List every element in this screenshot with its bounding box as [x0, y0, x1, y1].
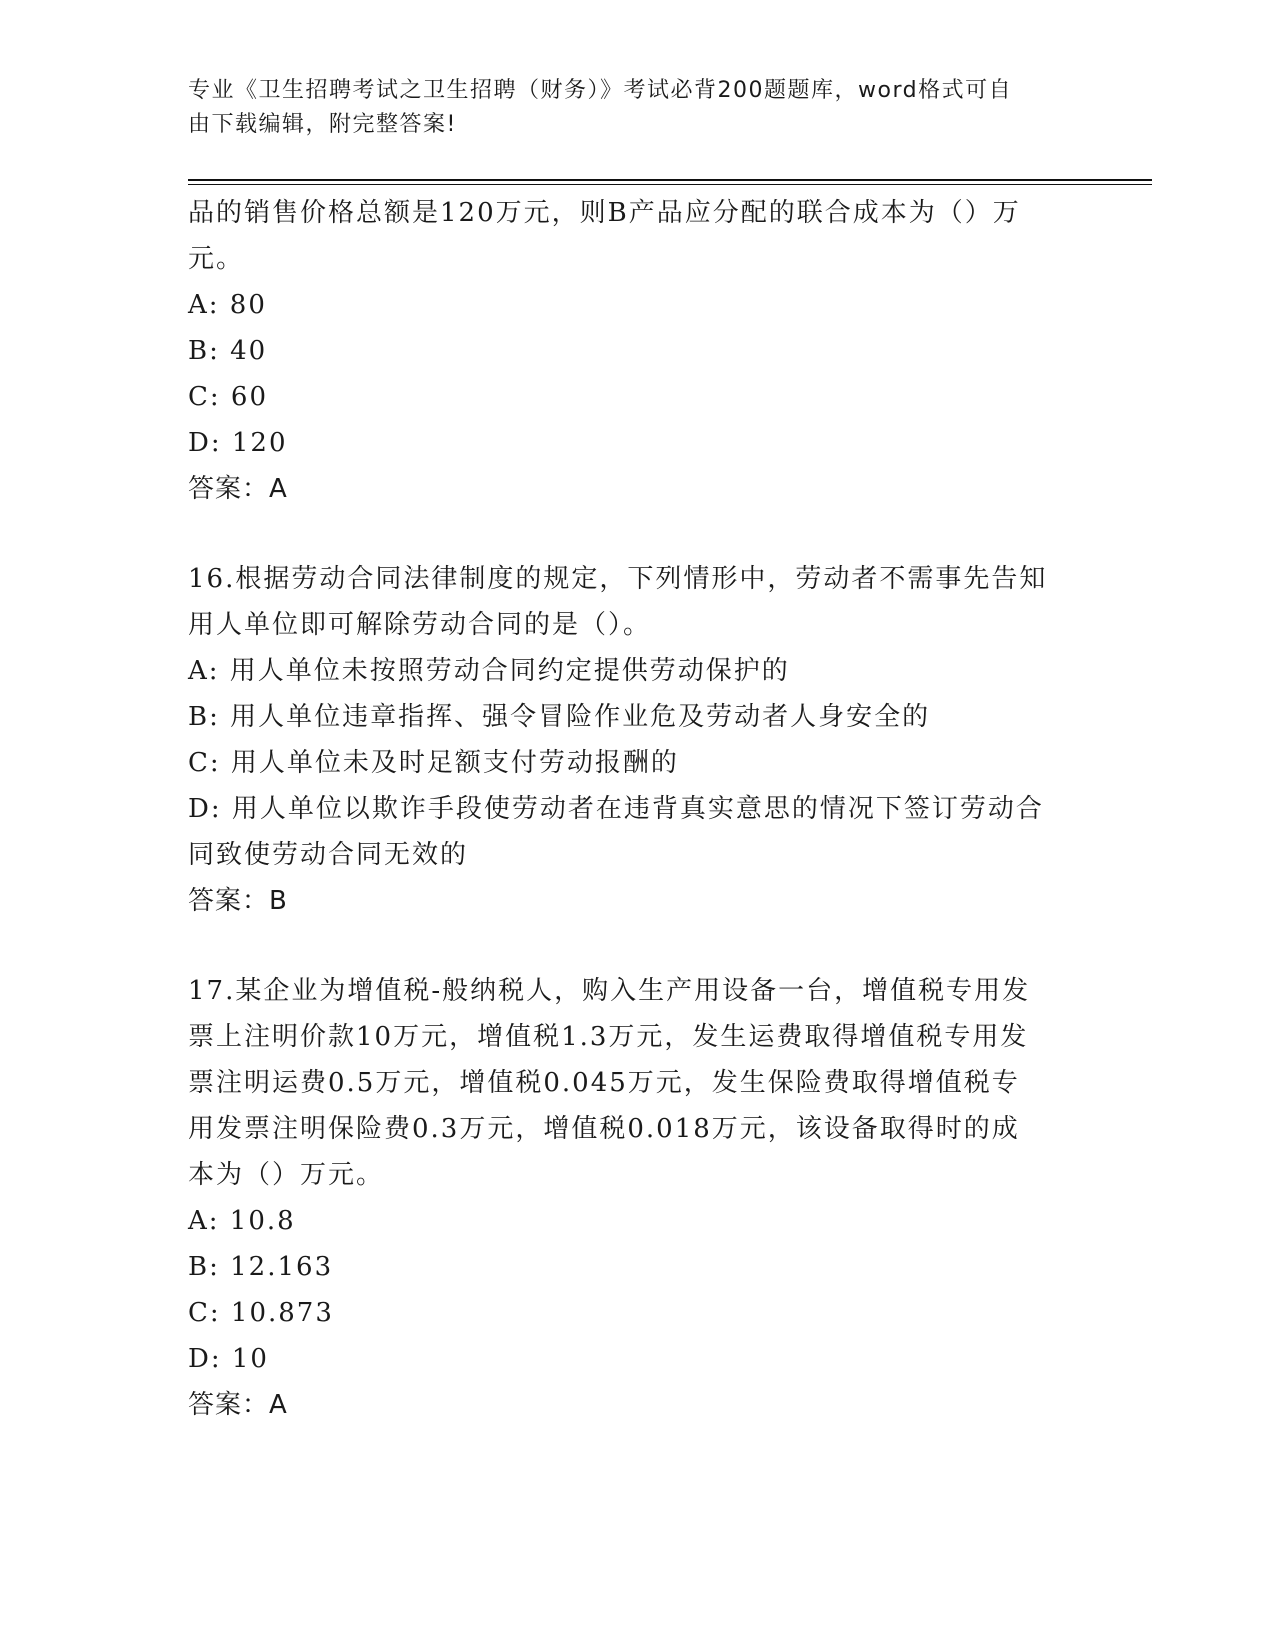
question-17	[188, 968, 1088, 1428]
option-b: B: 12.163	[188, 1252, 334, 1282]
option-d: D: 10	[188, 1344, 269, 1374]
header-title-line-2: 由下载编辑，附完整答案!	[188, 112, 457, 137]
question-stem-line: 元。	[188, 244, 245, 274]
question-stem-line: 票上注明价款10万元，增值税1.3万元，发生运费取得增值税专用发	[188, 1022, 1029, 1052]
question-15	[188, 190, 1088, 512]
question-stem-line: 用人单位即可解除劳动合同的是（）。	[188, 610, 652, 640]
option-a: A: 用人单位未按照劳动合同约定提供劳动保护的	[188, 656, 790, 686]
option-d: D: 120	[188, 428, 288, 458]
document-header	[188, 74, 1068, 142]
question-stem-line: 票注明运费0.5万元，增值税0.045万元，发生保险费取得增值税专	[188, 1068, 1020, 1098]
question-stem-line: 16.根据劳动合同法律制度的规定，下列情形中，劳动者不需事先告知	[188, 564, 1048, 594]
answer-label: 答案：A	[188, 474, 288, 504]
answer-label: 答案：A	[188, 1390, 288, 1420]
document-body	[188, 190, 1088, 1428]
question-spacer	[188, 512, 1088, 556]
option-a: A: 10.8	[188, 1206, 296, 1236]
answer-label: 答案：B	[188, 886, 288, 916]
question-stem-line: 17.某企业为增值税-般纳税人，购入生产用设备一台，增值税专用发	[188, 976, 1031, 1006]
question-stem-line: 用发票注明保险费0.3万元，增值税0.018万元，该设备取得时的成	[188, 1114, 1020, 1144]
option-b: B: 40	[188, 336, 268, 366]
question-spacer	[188, 924, 1088, 968]
header-divider-thin	[188, 184, 1152, 185]
question-stem-line: 品的销售价格总额是120万元，则B产品应分配的联合成本为（）万	[188, 198, 1021, 228]
header-divider-thick	[188, 179, 1152, 181]
option-d-continued: 同致使劳动合同无效的	[188, 840, 469, 870]
question-stem-line: 本为（）万元。	[188, 1160, 385, 1190]
question-16	[188, 556, 1088, 924]
header-title-line-1: 专业《卫生招聘考试之卫生招聘（财务）》考试必背200题题库，word格式可自	[188, 78, 1013, 103]
option-b: B: 用人单位违章指挥、强令冒险作业危及劳动者人身安全的	[188, 702, 931, 732]
option-c: C: 60	[188, 382, 269, 412]
option-d: D: 用人单位以欺诈手段使劳动者在违背真实意思的情况下签订劳动合	[188, 794, 1044, 824]
option-c: C: 用人单位未及时足额支付劳动报酬的	[188, 748, 679, 778]
option-a: A: 80	[188, 290, 267, 320]
option-c: C: 10.873	[188, 1298, 334, 1328]
